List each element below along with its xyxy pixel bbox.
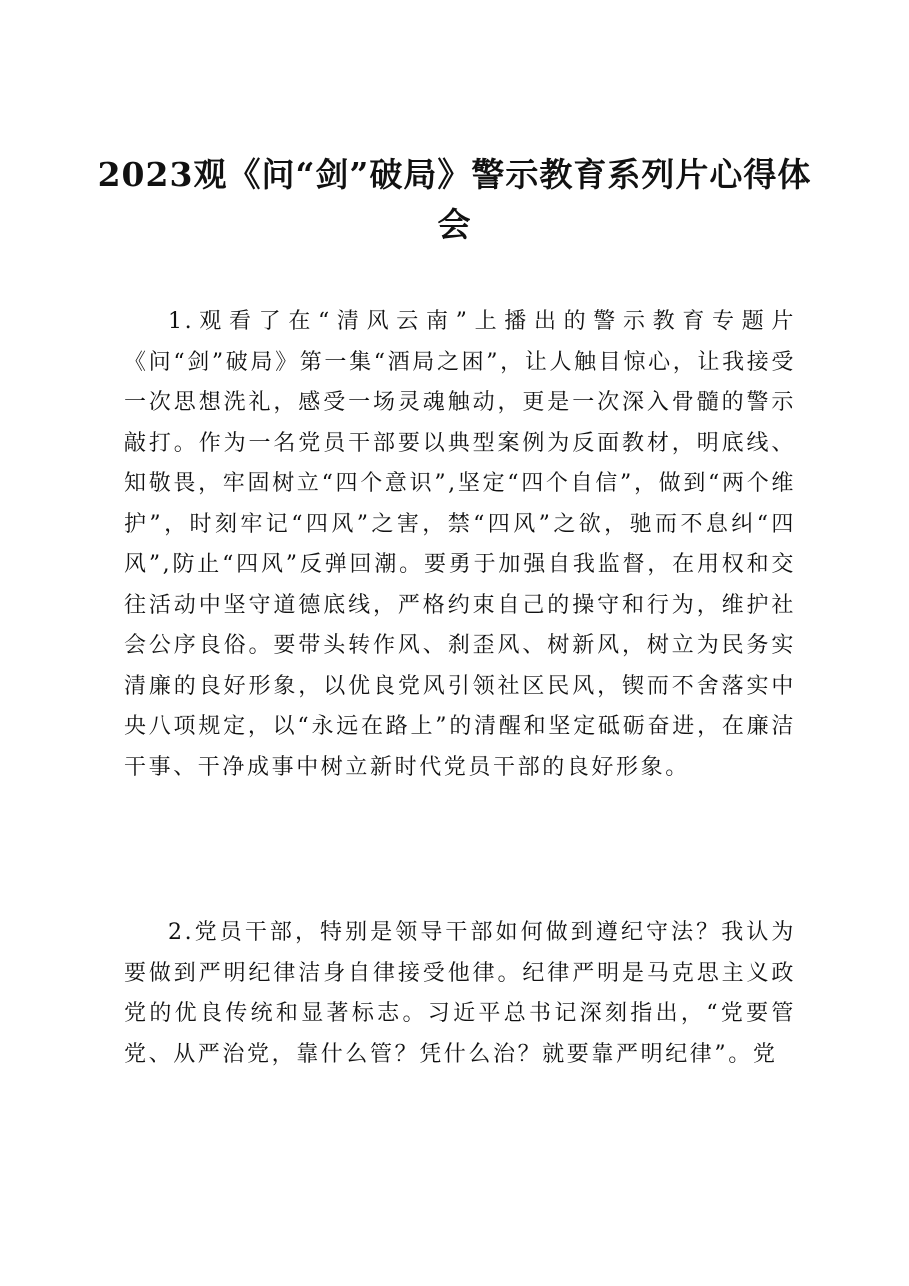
document-title: 2023观《问“剑”破局》警示教育系列片心得体会 [97, 155, 812, 244]
paragraph-2: 2.党员干部，特别是领导干部如何做到遵纪守法？我认为要做到严明纪律洁身自律接受他律。纪律严明是马克思主义政党的优良传统和显著标志。习近平总书记深刻指出，“党要管党、从严治党，靠什么管？凭什么治？就要靠严明纪律”。党 [124, 920, 796, 1067]
paragraph-1: 1.观看了在“清风云南”上播出的警示教育专题片《问“剑”破局》第一集“酒局之困”，让人触目惊心，让我接受一次思想洗礼，感受一场灵魂触动，更是一次深入骨髓的警示敲打。作为一名党员干部要以典型案例为反面教材，明底线、知敬畏，牢固树立“四个意识”,坚定“四个自信”，做到“两个维护”，时刻牢记“四风”之害，禁“四风”之欲，驰而不息纠“四风”,防止“四风”反弹回潮。要勇于加强自我监督，在用权和交往活动中坚守道德底线，严格约束自己的操守和行为，维护社会公序良俗。要带头转作风、刹歪风、树新风，树立为民务实清廉的良好形象，以优良党风引领社区民风，锲而不舍落实中央八项规定，以“永远在路上”的清醒和坚定砥砺奋进，在廉洁干事、干净成事中树立新时代党员干部的良好形象。 [124, 309, 796, 780]
